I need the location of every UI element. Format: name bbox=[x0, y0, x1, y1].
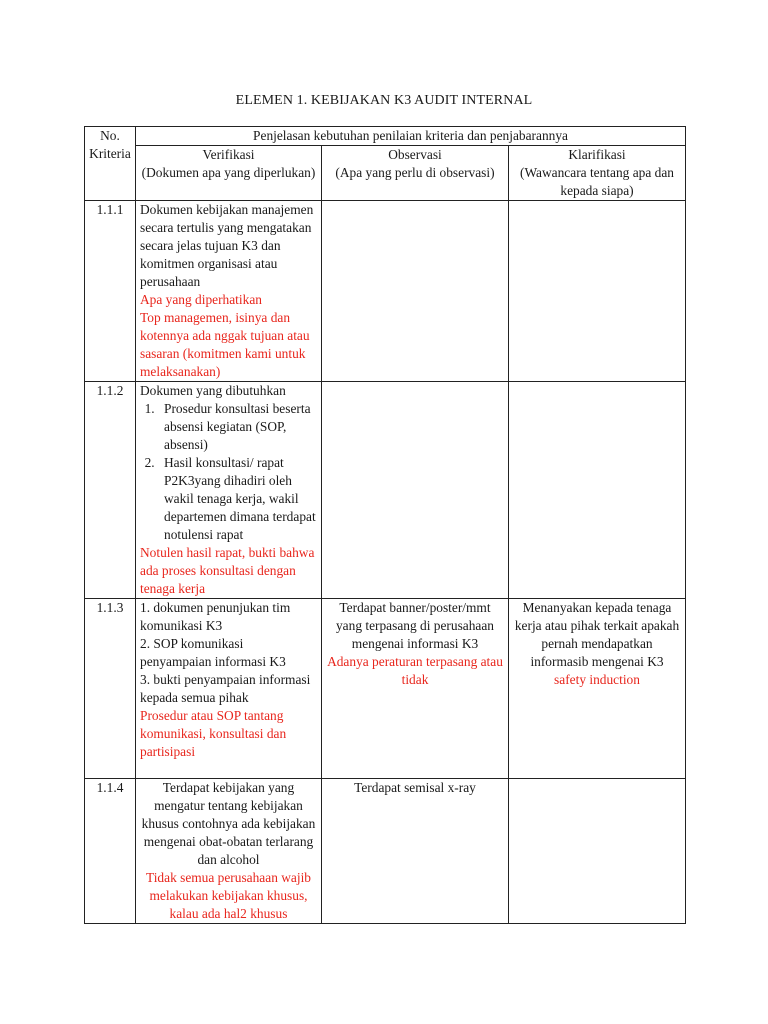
verifikasi-cell bbox=[136, 779, 322, 924]
header-klarifikasi bbox=[509, 146, 686, 201]
verifikasi-text: Dokumen yang dibutuhkan bbox=[140, 383, 286, 398]
list-item: 2. Hasil konsultasi/ rapat P2K3yang dihadiri oleh wakil tenaga kerja, wakil departemen dimana terdapat notulensi rapat bbox=[158, 454, 317, 544]
verifikasi-line: 1. dokumen penunjukan tim komunikasi K3 bbox=[140, 600, 291, 633]
note-text: Top managemen, isinya dan kotennya ada nggak tujuan atau sasaran (komitmen kami untuk melaksanakan) bbox=[140, 310, 310, 379]
table-row bbox=[85, 382, 686, 599]
observasi-cell bbox=[322, 201, 509, 382]
verifikasi-cell bbox=[136, 201, 322, 382]
audit-table bbox=[84, 126, 686, 924]
verifikasi-cell bbox=[136, 599, 322, 779]
note-text: Prosedur atau SOP tantang komunikasi, konsultasi dan partisipasi bbox=[140, 708, 287, 759]
klarifikasi-cell bbox=[509, 201, 686, 382]
criteria-number: 1.1.1 bbox=[85, 201, 136, 382]
table-row bbox=[85, 599, 686, 779]
klarifikasi-cell bbox=[509, 599, 686, 779]
header-verifikasi-sub: (Dokumen apa yang diperlukan) bbox=[141, 165, 316, 180]
klarifikasi-cell bbox=[509, 382, 686, 599]
observasi-note: Adanya peraturan terpasang atau tidak bbox=[327, 654, 503, 687]
header-observasi-sub: (Apa yang perlu di observasi) bbox=[335, 165, 495, 180]
observasi-cell bbox=[322, 382, 509, 599]
criteria-number: 1.1.3 bbox=[85, 599, 136, 779]
note-text: Notulen hasil rapat, bukti bahwa ada proses konsultasi dengan tenaga kerja bbox=[140, 545, 315, 596]
page-title: ELEMEN 1. KEBIJAKAN K3 AUDIT INTERNAL bbox=[235, 93, 533, 108]
observasi-cell bbox=[322, 599, 509, 779]
table-row bbox=[85, 779, 686, 924]
header-observasi bbox=[322, 146, 509, 201]
verifikasi-line: 3. bukti penyampaian informasi kepada semua pihak bbox=[140, 672, 311, 705]
observasi-cell bbox=[322, 779, 509, 924]
note-heading: Apa yang diperhatikan bbox=[140, 292, 262, 307]
verifikasi-line: 2. SOP komunikasi penyampaian informasi K3 bbox=[140, 636, 286, 669]
header-row bbox=[85, 127, 686, 146]
header-klarifikasi-label: Klarifikasi bbox=[568, 147, 626, 162]
header-no-kriteria: No. Kriteria bbox=[85, 127, 136, 201]
criteria-number: 1.1.4 bbox=[85, 779, 136, 924]
note-text: Tidak semua perusahaan wajib melakukan kebijakan khusus, kalau ada hal2 khusus bbox=[146, 870, 311, 921]
klarifikasi-cell bbox=[509, 779, 686, 924]
header-verifikasi bbox=[136, 146, 322, 201]
verifikasi-text: Terdapat kebijakan yang mengatur tentang kebijakan khusus contohnya ada kebijakan mengenai obat-obatan terlarang dan alcohol bbox=[141, 780, 316, 867]
document-list bbox=[140, 400, 317, 544]
observasi-text: Terdapat semisal x-ray bbox=[354, 780, 476, 795]
header-verifikasi-label: Verifikasi bbox=[202, 147, 255, 162]
criteria-number: 1.1.2 bbox=[85, 382, 136, 599]
verifikasi-text: Dokumen kebijakan manajemen secara tertulis yang mengatakan secara jelas tujuan K3 dan komitmen organisasi atau perusahaan bbox=[140, 202, 314, 289]
header-observasi-label: Observasi bbox=[388, 147, 442, 162]
header-span: Penjelasan kebutuhan penilaian kriteria dan penjabarannya bbox=[136, 127, 686, 146]
header-klarifikasi-sub: (Wawancara tentang apa dan kepada siapa) bbox=[520, 165, 674, 198]
klarifikasi-text: Menanyakan kepada tenaga kerja atau pihak terkait apakah pernah mendapatkan informasib mengenai K3 bbox=[514, 600, 680, 669]
observasi-text: Terdapat banner/poster/mmt yang terpasang di perusahaan mengenai informasi K3 bbox=[335, 600, 495, 651]
verifikasi-cell bbox=[136, 382, 322, 599]
table-row bbox=[85, 201, 686, 382]
list-item: 1. Prosedur konsultasi beserta absensi kegiatan (SOP, absensi) bbox=[158, 400, 317, 454]
klarifikasi-note: safety induction bbox=[554, 672, 640, 687]
header-subrow bbox=[85, 146, 686, 201]
